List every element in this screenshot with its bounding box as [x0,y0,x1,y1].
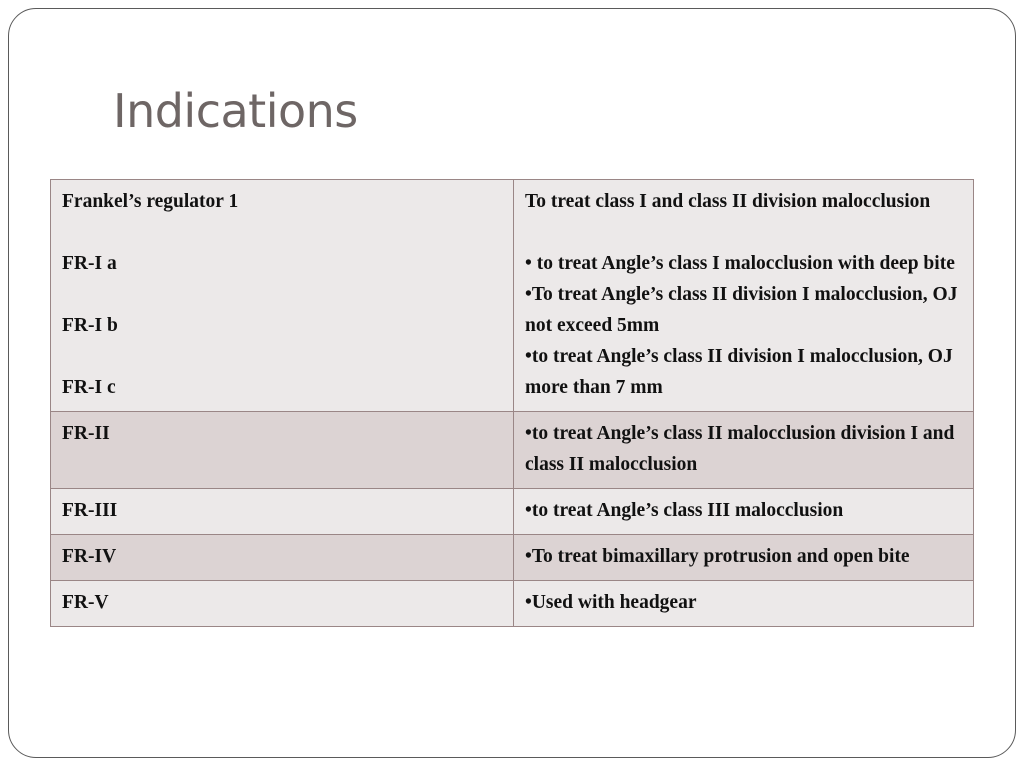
table-row-fr-iv [51,535,974,581]
table-cell-appliance: FR-II [51,412,514,489]
table-cell-appliance: FR-V [51,581,514,627]
indication-item: •to treat Angle’s class II division I malocclusion, OJ more than 7 mm [525,346,953,398]
appliance-subtype: FR-I c [62,377,116,398]
table-cell-appliance [51,180,514,412]
slide-title: Indications [113,84,358,138]
indication-item: • to treat Angle’s class I malocclusion with deep bite [525,253,955,274]
table-cell-indication: •To treat bimaxillary protrusion and open bite [514,535,974,581]
indication-item: •To treat Angle’s class II division I malocclusion, OJ not exceed 5mm [525,284,958,336]
indications-table [50,179,974,627]
appliance-subtype: FR-I a [62,253,117,274]
table-cell-indication: •Used with headgear [514,581,974,627]
appliance-subtype: FR-I b [62,315,118,336]
table-cell-appliance: FR-IV [51,535,514,581]
indication-heading: To treat class I and class II division malocclusion [525,191,931,212]
appliance-heading: Frankel’s regulator 1 [62,191,239,212]
table-row-fr-ii [51,412,974,489]
table-cell-appliance: FR-III [51,489,514,535]
table-row-fr-v [51,581,974,627]
table-cell-indication: •to treat Angle’s class II malocclusion division I and class II malocclusion [514,412,974,489]
table-row-fr-iii [51,489,974,535]
table-row-fr-i [51,180,974,412]
table-cell-indication [514,180,974,412]
table-cell-indication: •to treat Angle’s class III malocclusion [514,489,974,535]
